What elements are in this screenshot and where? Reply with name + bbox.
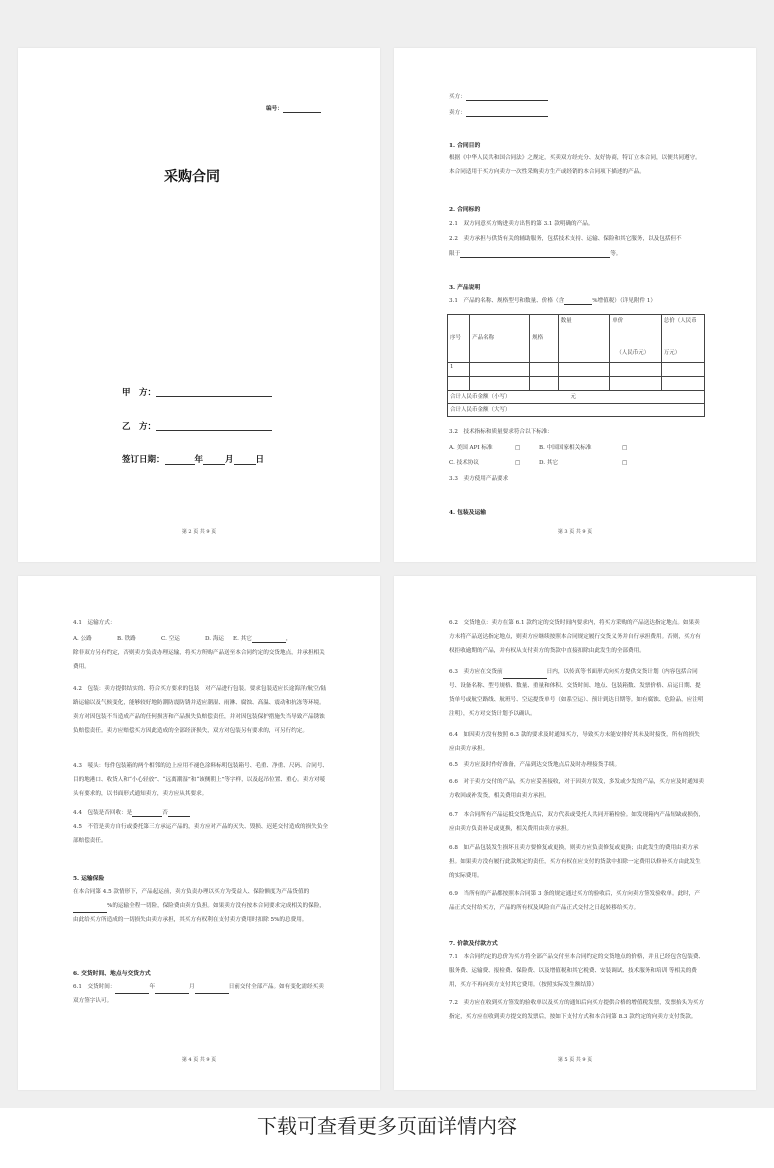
clause-2-2: 2.2 卖方承担与供货有关的辅助服务，包括技术支持、运输、保险和其它服务，以及包括但不	[449, 236, 682, 242]
total-big-row	[448, 404, 705, 417]
clause-3-3: 3.3 卖方使用产品要求	[449, 476, 509, 482]
standard-b-checkbox[interactable]: □	[622, 445, 628, 451]
clause-2-2-cont	[449, 250, 621, 258]
clause-6-6: 6.6 对于卖方交付的产品，买方应妥善接收，对于因卖方误发，多发或少发的产品，买方应及时通知卖方收回或补发货，相关费用由卖方承担。	[449, 779, 705, 799]
clause-7-2: 7.2 卖方应在收到买方签发的验收单以及买方的通知后向买方提供合格的增值税发票，发票抬头为买方指定，买方应在收到卖方提交的发票后，按如下支付方式和本合同第 8.3 款约定的向卖方支付货款。	[449, 1000, 705, 1020]
recycle-no-blank	[168, 810, 190, 817]
table-cell	[530, 363, 558, 377]
standard-d: D. 其它	[539, 460, 559, 466]
standard-d-checkbox[interactable]: □	[622, 460, 628, 466]
delivery-day-blank	[195, 987, 229, 994]
clause-2-2-suffix: 等。	[610, 251, 622, 257]
insurance-rate-blank	[73, 906, 107, 913]
year-label: 年	[194, 455, 204, 465]
seller-blank	[466, 110, 548, 117]
contract-page-5	[394, 576, 756, 1090]
total-small-cell	[448, 391, 705, 404]
clause-2-1: 2.1 双方同意买方购进卖方出售的第 3.1 款明确的产品。	[449, 221, 594, 227]
table-cell	[470, 363, 530, 377]
total-small-label: 合计人民币金额（小写）	[450, 394, 511, 400]
col-name: 产品名称	[470, 315, 530, 363]
clause-6-7: 6.7 本合同所有产品运抵交货地点后，双方代表或受托人共同开箱检验。如发现箱内产品短缺或损伤，应由卖方负责补足或更换，相关费用由卖方承担。	[449, 812, 705, 832]
clause-4-5: 4.5 不管是卖方自行或委托第三方承运产品的，卖方应对产品的灭失、毁损、迟延交付造成的损失负全部赔偿责任。	[73, 824, 329, 844]
month-label: 月	[225, 455, 234, 465]
clause-4-4	[73, 809, 190, 817]
table-cell	[610, 363, 662, 377]
page-footer: 第 5 页 共 9 页	[557, 1057, 593, 1063]
recycle-yes: 是	[126, 810, 133, 816]
section-1-title: 1. 合同目的	[449, 143, 481, 149]
delivery-month-label: 月	[189, 984, 195, 990]
section-5-text-a: 在本合同第 4.5 款情形下，产品起运前，卖方负责办理以买方为受益人、保险额度为产品货值的	[73, 889, 310, 895]
transport-modes	[73, 635, 333, 643]
table-cell	[558, 377, 610, 391]
section-7-title: 7. 价款及付款方式	[449, 941, 498, 947]
total-small-unit: 元	[570, 394, 577, 400]
mode-road: A. 公路	[73, 636, 92, 642]
page-footer: 第 2 页 共 9 页	[181, 529, 217, 535]
sign-date-label: 签订日期：	[122, 455, 165, 465]
mode-other-blank	[252, 636, 286, 643]
section-3-title: 3. 产品说明	[449, 285, 481, 291]
contract-cover-page	[18, 48, 380, 562]
delivery-year-label: 年	[149, 984, 156, 990]
sign-date	[122, 453, 264, 465]
contract-number-label: 编号：	[266, 106, 283, 112]
delivery-month-blank	[155, 987, 189, 994]
table-cell	[558, 363, 610, 377]
standard-a: A. 美国 API 标准	[449, 445, 493, 451]
clause-3-1-prefix: 3.1 产品的名称、规格型号和数量、价格（含	[449, 298, 565, 304]
contract-number	[266, 105, 321, 113]
clause-6-5: 6.5 卖方应及时作好准备，产品到达交货地点后及时办理接货手续。	[449, 762, 621, 768]
page-title: 采购合同	[164, 169, 220, 185]
year-blank	[165, 456, 195, 465]
buyer-blank	[466, 94, 548, 101]
table-cell	[530, 377, 558, 391]
contract-number-blank	[283, 106, 321, 113]
goods-table	[447, 314, 705, 417]
col-unit-price	[610, 315, 662, 363]
standard-a-checkbox[interactable]: □	[515, 445, 521, 451]
col-total	[661, 315, 704, 363]
row-1-no: 1	[448, 363, 470, 377]
service-blank	[460, 251, 610, 258]
recycle-no: 否	[162, 810, 168, 816]
party-b-label: 乙 方：	[122, 422, 157, 432]
clause-6-1	[73, 980, 329, 1008]
section-5-text-b: %的运输全程一切险，保险费由卖方负担。如果卖方没有按本合同要求完成相关的保险，由此给买方所造成的一切损失由卖方承担，其买方有权利在支付卖方费用时扣除 5%的总费用。	[73, 903, 325, 923]
col-spec: 规格	[530, 315, 558, 363]
page-footer: 第 4 页 共 9 页	[181, 1057, 217, 1063]
buyer-line	[449, 93, 548, 101]
section-5-text	[73, 885, 329, 927]
clause-6-3	[449, 665, 705, 721]
party-b-line	[156, 430, 272, 431]
mode-sea: D. 海运	[205, 636, 225, 642]
col-qty: 数量	[558, 315, 610, 363]
day-blank	[234, 456, 256, 465]
clause-4-2: 4.2 包装：卖方提供结实的、符合买方要求的包装 对产品进行包装。要求包装适应长途海洋/航空/陆路运输以及气候变化，能够较好地防潮防震防锈并适应潮湿、雨淋、腐蚀、高温、震动和抗冻等环境。卖方对因包装不当造成产品的任何损害和产品损失负赔偿责任，并对因包装保护措施失当导致产品锈蚀负赔偿责任。卖方应赔偿买方因此造成的全部经济损失，双方对包装另有要求的，可另行约定。	[73, 686, 327, 734]
table-row	[448, 363, 705, 377]
clause-4-3: 4.3 唛头：每件包装箱的两个相邻的边上应用不褪色涂料标明包装箱号、毛重、净重、尺码、合同号、目的地港口、收货人和“小心轻放”、“远离潮湿”和“该侧朝上”等字样，以及起吊位置、重心。卖方对唛头有要求的，以书面形式通知卖方，卖方应从其要求。	[73, 763, 329, 797]
table-cell	[610, 377, 662, 391]
clause-3-1-suffix: %增值税）（详见附件 1）	[592, 298, 656, 304]
mode-air: C. 空运	[161, 636, 180, 642]
day-label: 日	[255, 455, 265, 465]
clause-2-2-prefix: 限于	[449, 251, 461, 257]
seller-label: 卖方：	[449, 110, 466, 116]
page-footer: 第 3 页 共 9 页	[557, 529, 593, 535]
clause-4-4-label: 4.4 包装是否回收：	[73, 810, 127, 816]
month-blank	[203, 456, 225, 465]
table-cell	[470, 377, 530, 391]
clause-6-1-label: 6.1 交货时间：	[73, 984, 116, 990]
vat-blank	[564, 298, 592, 305]
clause-7-1: 7.1 本合同约定的总价为买方将全部产品交付至本合同约定的交货地点的价格，并且已经包含包装费、服务费、运输费、报检费、保险费、以及增值税和其它税费、安装调试、技术服务和培训 等相关的费用，买方不再向卖方支付其它费用。（按照实际发生额结算）	[449, 954, 705, 988]
table-cell	[661, 377, 704, 391]
section-1-text: 根据《中华人民共和国合同法》之规定，买卖双方经充分、友好协商，特订立本合同，以便共同遵守。本合同适用于买方向卖方一次性采购卖方生产或经销的本合同项下描述的产品。	[449, 155, 701, 175]
clause-6-4: 6.4 如因卖方没有按照 6.3 款的要求及时通知买方，导致买方未能安排好其未及时接货，所有的损失应由卖方承担。	[449, 732, 700, 752]
mode-tail: ，	[285, 636, 292, 642]
col-total-label: 总价（人民币	[663, 318, 697, 324]
table-cell	[661, 363, 704, 377]
seller-line	[449, 109, 548, 117]
download-more-caption[interactable]: 下载可查看更多页面详情内容	[0, 1108, 774, 1168]
standard-b: B. 中国国家相关标准	[539, 445, 592, 451]
clause-6-9: 6.9 当所有的产品都按照本合同第 3 条的规定通过买方的验收后，买方向卖方签发验收单。此时，产品正式交付给买方，产品的所有权及风险自产品正式交付之日起转移给买方。	[449, 891, 700, 911]
clause-6-2: 6.2 交货地点：卖方在第 6.1 款约定的交货时间内要求内，将买方采购的产品送达指定地点。如果卖方未将产品送达指定地点，则卖方应继续按照本合同规定履行交货义务并自行承担费用。否则，买方有权拒收逾期的产品，并有权从支付卖方的货款中直接扣除由此发生的全部费用。	[449, 620, 701, 654]
col-unit-label: 单价	[612, 318, 624, 324]
clause-6-1-text: 日前交付全部产品。如有变化需经买卖双方签字认可。	[73, 984, 324, 1004]
table-row	[448, 377, 705, 391]
standard-c: C. 技术协议	[449, 460, 480, 466]
clause-3-1	[449, 297, 656, 305]
standard-c-checkbox[interactable]: □	[515, 460, 521, 466]
notice-days-blank	[503, 672, 547, 679]
recycle-yes-blank	[132, 810, 162, 817]
table-cell	[448, 377, 470, 391]
section-4-title: 4. 包装及运输	[449, 510, 487, 516]
col-total-unit: 万元）	[663, 350, 681, 356]
section-5-title: 5. 运输保险	[73, 876, 105, 882]
party-a-label: 甲 方：	[122, 388, 157, 398]
col-unit-currency: （人民币元）	[616, 350, 650, 356]
total-small-row	[448, 391, 705, 404]
mode-rail: B. 铁路	[117, 636, 136, 642]
mode-other: E. 其它	[233, 636, 252, 642]
clause-4-1: 4.1 运输方式：	[73, 620, 116, 626]
col-no: 序号	[448, 315, 470, 363]
clause-4-1-note: 除非双方另有约定，否则卖方负责办理运输，将买方所购产品送至本合同约定的交货地点，并承担相关费用。	[73, 650, 325, 670]
contract-page-4	[18, 576, 380, 1090]
clause-6-8: 6.8 如产品包装发生损坏且卖方要修复或更换，则卖方应负责修复或更换；由此发生的费用由卖方承担。如果卖方没有履行此款规定的责任，买方有权在应支付的货款中扣除一定费用以修补买方由此发生的实际费用。	[449, 845, 701, 879]
total-big-cell: 合计人民币金额（大写）	[448, 404, 705, 417]
goods-table-header	[448, 315, 705, 363]
contract-page-3	[394, 48, 756, 562]
party-a-line	[156, 396, 272, 397]
clause-6-3-text: 日内，以传真等书面形式向买方提供交货计划（内容包括合同号、设备名称、型号规格、数量、重量和体积、交货时间、地点、包装箱数、发票价格、启运日期、提货单号或航空路线、航班号、空运提货单号（如系空运）、预计到达日期等。如有腐蚀、危险品，应注明注明），买方对交货计划予以确认。	[449, 669, 704, 717]
delivery-year-blank	[115, 987, 149, 994]
section-2-title: 2. 合同标的	[449, 207, 481, 213]
buyer-label: 买方：	[449, 94, 466, 100]
clause-6-3-prefix: 6.3 卖方应在交货前	[449, 669, 503, 675]
clause-3-2: 3.2 技术指标和质量要求符合以下标准：	[449, 429, 553, 435]
section-6-title: 6. 交货时间、地点与交货方式	[73, 971, 151, 977]
